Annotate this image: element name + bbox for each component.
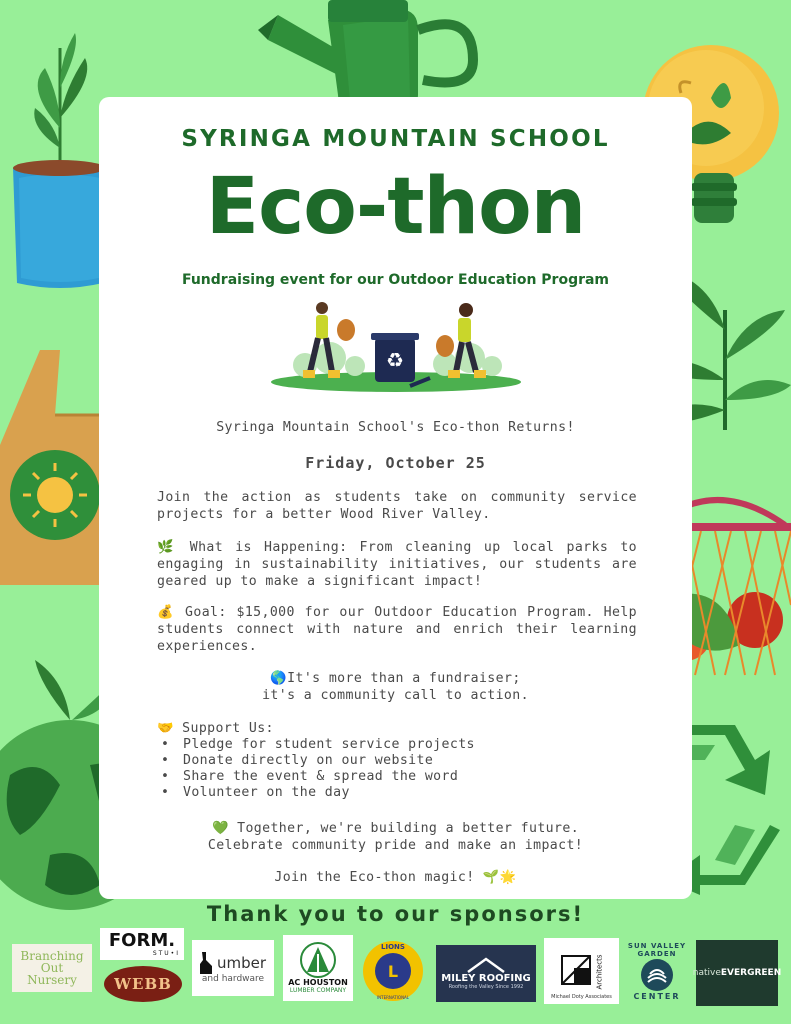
lions-international-logo: L LIONS INTERNATIONAL [360,938,426,1004]
intro-paragraph: Join the action as students take on community service projects for a better Wood River Valley. [157,490,637,522]
happening-paragraph: 🌿 What is Happening: From cleaning up local parks to engaging in sustainability initiatives, our students are geared up to make a significant impact! [157,540,637,589]
support-item: • Share the event & spread the word [157,769,557,785]
event-title: Eco-thon [205,162,586,252]
roof-icon [466,957,506,973]
goal-paragraph: 💰 Goal: $15,000 for our Outdoor Education Program. Help students connect with nature and enrich their learning experiences. [157,605,637,654]
svg-text:L: L [387,962,399,981]
returns-heading: Syringa Mountain School's Eco-thon Returns! [216,420,575,435]
together-line-1: 💚 Together, we're building a better future. [211,821,580,836]
support-section [157,721,557,801]
architect-mark-icon [558,948,598,988]
join-line: Join the Eco-thon magic! 🌱🌟 [274,870,517,885]
watering-can-illustration [258,0,488,110]
branching-out-nursery-logo: Branching Out Nursery [12,944,92,992]
school-name: SYRINGA MOUNTAIN SCHOOL [181,126,610,152]
michael-doty-architects-logo: Architects Michael Doty Associates [544,938,619,1004]
support-list [157,737,557,801]
support-title: 🤝 Support Us: [157,721,274,736]
svg-text:♻: ♻ [386,348,404,372]
support-item: • Pledge for student service projects [157,737,557,753]
miley-roofing-logo: MILEY ROOFING Roofing the Valley Since 1992 [436,945,536,1002]
event-date: Friday, October 25 [305,454,486,472]
ac-houston-lumber-logo: AC HOUSTON LUMBER COMPANY [283,935,353,1001]
lumber-and-hardware-logo: umber and hardware [192,940,274,996]
together-line-2: Celebrate community pride and make an impact! [207,838,584,853]
form-studio-logo: FORM. STU•I [100,928,184,960]
support-item: • Volunteer on the day [157,785,557,801]
tree-icon [300,942,336,978]
cleanup-volunteers-illustration [270,300,522,395]
sun-valley-garden-center-logo: SUN VALLEY GARDEN CENTER [627,941,687,1001]
garden-emblem-icon [640,958,674,992]
fundraiser-line-2: it's a community call to action. [262,688,529,703]
sponsors-heading: Thank you to our sponsors! [206,902,585,926]
support-item: • Donate directly on our website [157,753,557,769]
native-evergreen-logo: native EVERGREEN [696,940,778,1006]
fundraiser-line-1: 🌎It's more than a fundraiser; [270,671,521,686]
webb-logo: WEBB [104,966,182,1002]
idaho-state-icon [200,952,214,974]
event-subtitle: Fundraising event for our Outdoor Education Program [181,272,610,288]
